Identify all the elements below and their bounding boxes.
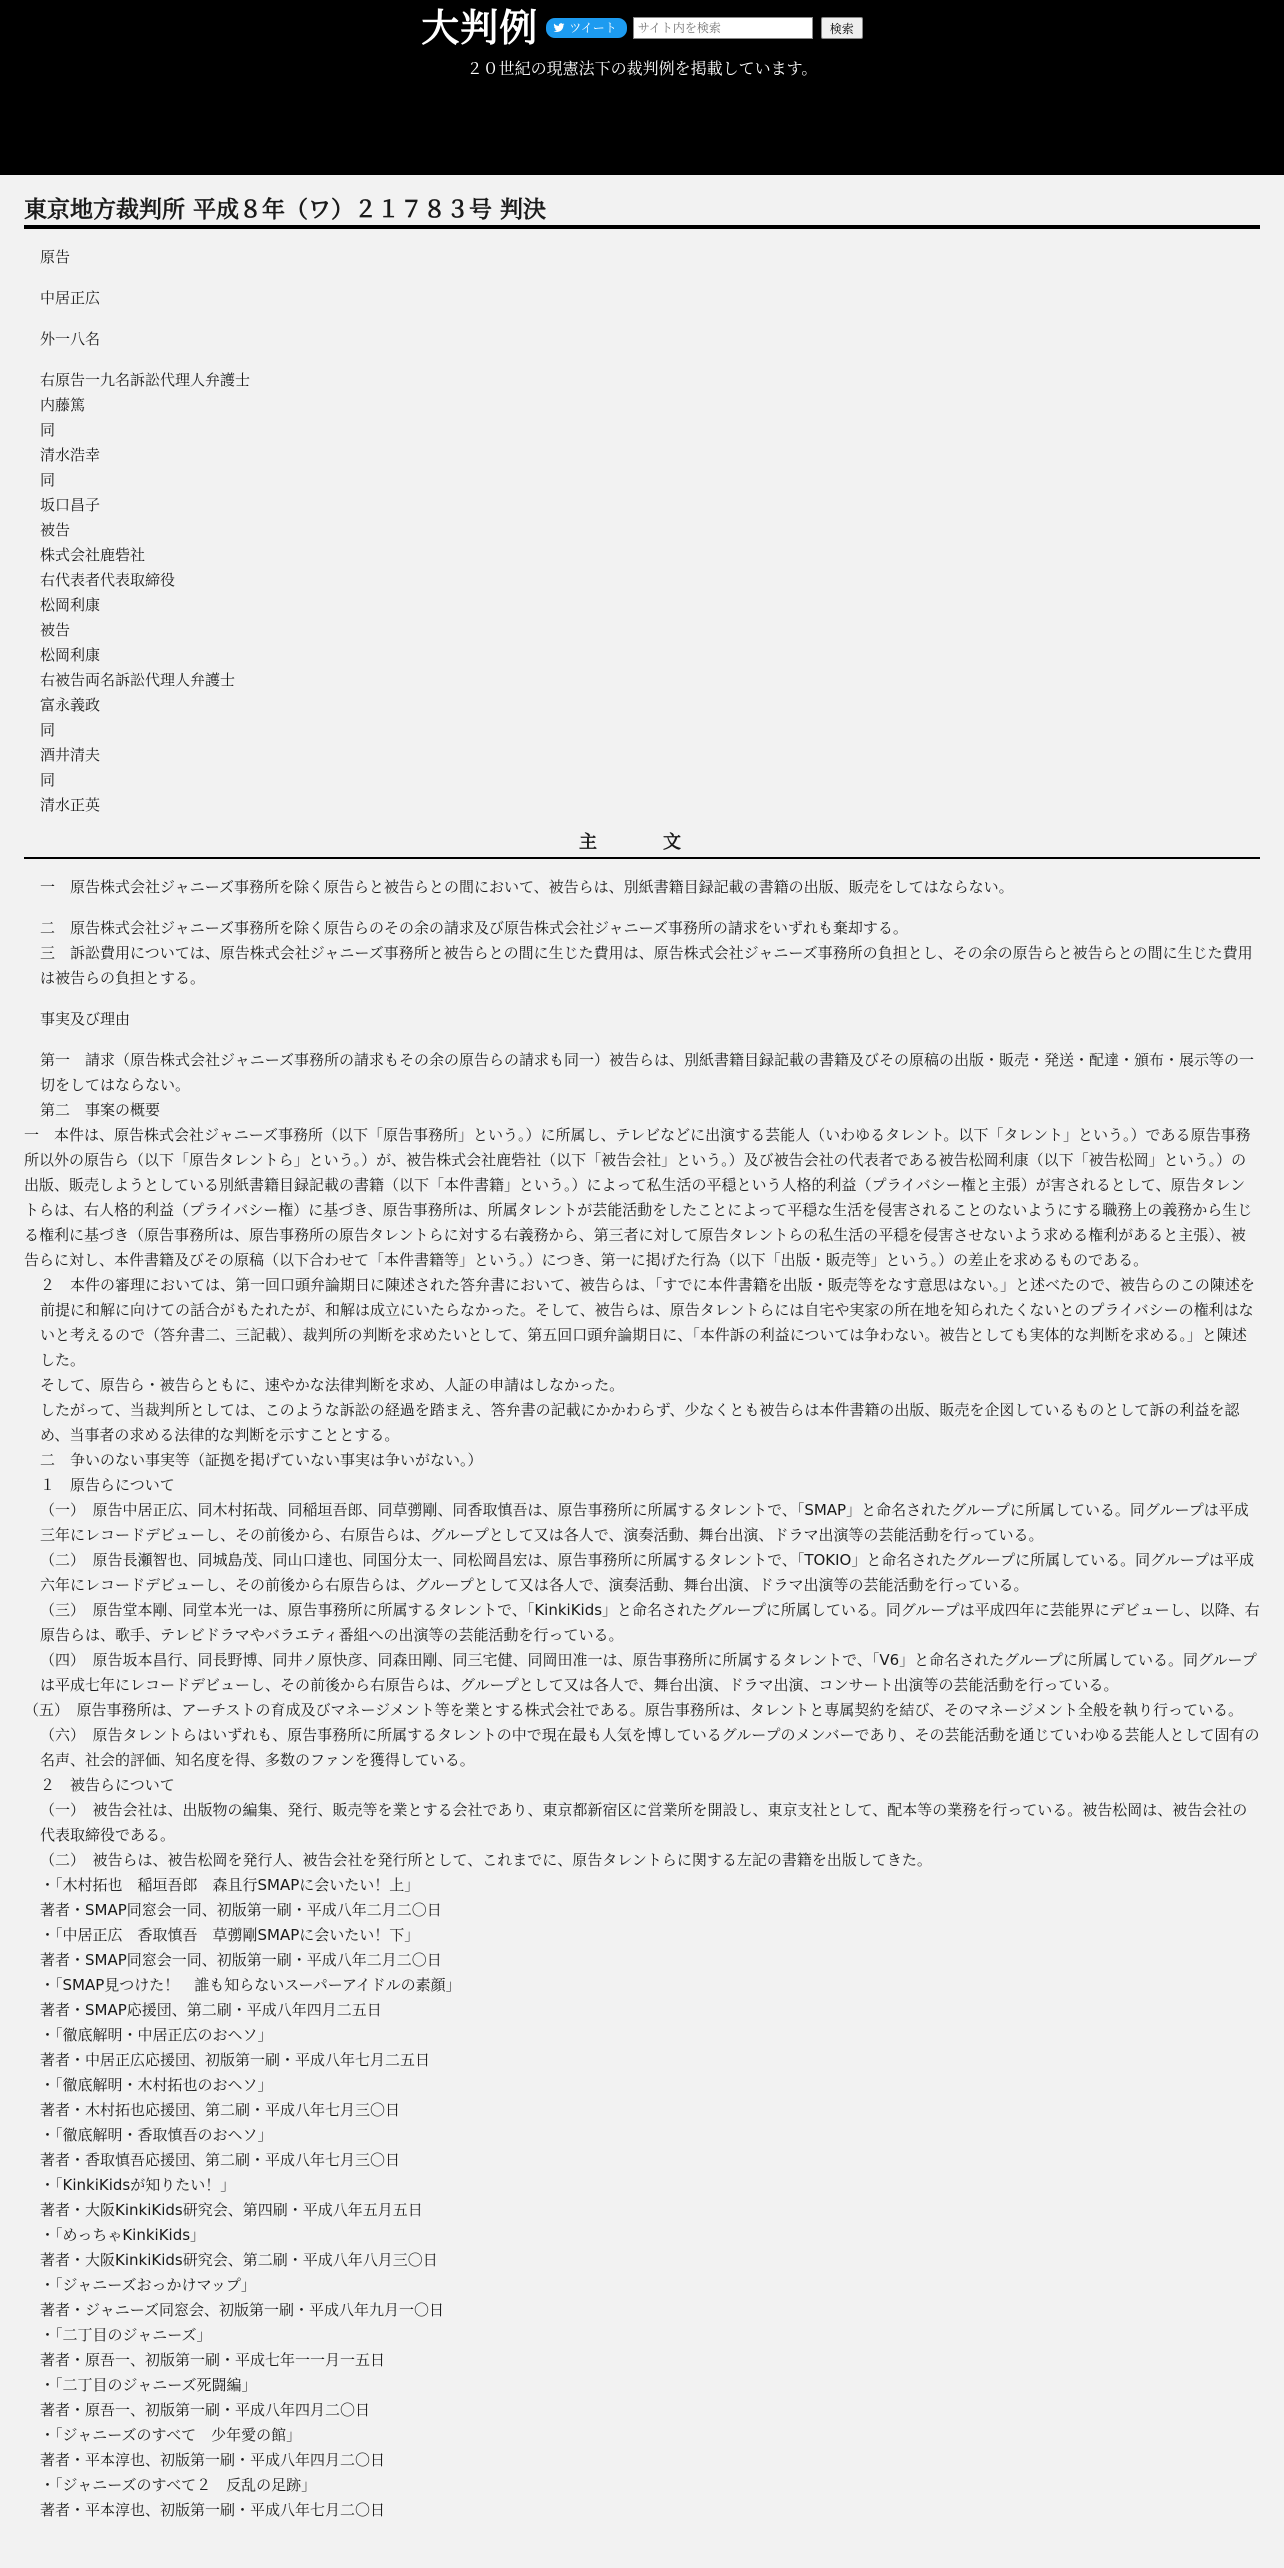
search-button[interactable]: 検索 — [821, 17, 863, 39]
book-title: 著者・平本淳也、初版第一刷・平成八年四月二〇日 — [40, 2451, 386, 2469]
site-header — [0, 0, 1284, 175]
site-tagline: ２０世紀の現憲法下の裁判例を掲載しています。 — [466, 59, 818, 78]
parties-list — [24, 229, 1260, 818]
book-title: 著者・原吾一、初版第一刷・平成八年四月二〇日 — [40, 2401, 371, 2419]
book-title: 著者・ジャニーズ同窓会、初版第一刷・平成八年九月一〇日 — [40, 2301, 444, 2319]
party-line: 被告 — [40, 521, 71, 539]
judgment-body — [24, 859, 1260, 2523]
party-line: 中居正広 — [40, 289, 101, 307]
party-line: 清水正英 — [40, 796, 101, 814]
body-paragraph: （二） 原告長瀬智也、同城島茂、同山口達也、同国分太一、同松岡昌宏は、原告事務所に所属するタレントで、「TOKIO」と命名されたグループに所属している。同グループは平成六年にレコードデビューし、その前後から右原告らは、グループとして又は各人で、演奏活動、舞台出演、ドラマ出演等の芸能活動を行っている。 — [40, 1551, 1254, 1594]
party-line: 酒井清夫 — [40, 746, 101, 764]
book-author: ・「二丁目のジャニーズ」 — [40, 2326, 212, 2344]
tweet-button[interactable] — [546, 18, 626, 38]
book-title: 著者・中居正広応援団、初版第一刷・平成八年七月二五日 — [40, 2051, 431, 2069]
header-row — [0, 4, 1284, 52]
book-title: 著者・SMAP同窓会一同、初版第一刷・平成八年二月二〇日 — [40, 1901, 442, 1919]
shubun-heading: 主 文 — [24, 830, 1260, 859]
book-title: 著者・原吾一、初版第一刷・平成七年一一月一五日 — [40, 2351, 386, 2369]
book-author: ・「二丁目のジャニーズ死闘編」 — [40, 2376, 257, 2394]
body-paragraph: （四） 原告坂本昌行、同長野博、同井ノ原快彦、同森田剛、同三宅健、同岡田准一は、原告事務所に所属するタレントで、「V6」と命名されたグループに所属している。同グループは平成七年にレコードデビューし、その前後から右原告らは、グループとして又は各人で、舞台出演、ドラマ出演、コンサート出演等の芸能活動を行っている。 — [40, 1651, 1257, 1694]
party-line: 右代表者代表取締役 — [40, 571, 176, 589]
body-paragraph: ・「木村拓也 稲垣吾郎 森且行SMAPに会いたい！上」 — [40, 1876, 420, 1894]
party-line: 右原告一九名訴訟代理人弁護士 — [40, 371, 251, 389]
party-line: 松岡利康 — [40, 596, 101, 614]
book-author: ・「ジャニーズのすべて２ 反乱の足跡」 — [40, 2476, 317, 2494]
case-title: 東京地方裁判所 平成８年（ワ）２１７８３号 判決 — [24, 195, 1260, 229]
body-paragraph: （五） 原告事務所は、アーチストの育成及びマネージメント等を業とする株式会社である。原告事務所は、タレントと専属契約を結び、そのマネージメント全般を執り行っている。 — [24, 1701, 1243, 1719]
body-paragraph: 第一 請求（原告株式会社ジャニーズ事務所の請求もその余の原告らの請求も同一）被告らは、別紙書籍目録記載の書籍及びその原稿の出版・販売・発送・配達・頒布・展示等の一切をしてはならない。 — [40, 1051, 1254, 1094]
party-line: 富永義政 — [40, 696, 101, 714]
party-line: 内藤篤 — [40, 396, 86, 414]
body-paragraph: １ 原告らについて — [40, 1476, 175, 1494]
body-paragraph: （一） 被告会社は、出版物の編集、発行、販売等を業とする会社であり、東京都新宿区に営業所を開設し、東京支社として、配本等の業務を行っている。被告松岡は、被告会社の代表取締役である。 — [40, 1801, 1248, 1844]
book-title: 著者・香取慎吾応援団、第二刷・平成八年七月三〇日 — [40, 2151, 401, 2169]
body-paragraph: （一） 原告中居正広、同木村拓哉、同稲垣吾郎、同草彅剛、同香取慎吾は、原告事務所に所属するタレントで、「SMAP」と命名されたグループに所属している。同グループは平成三年にレコードデビューし、その前後から、右原告らは、グループとして又は各人で、演奏活動、舞台出演、ドラマ出演等の芸能活動を行っている。 — [40, 1501, 1249, 1544]
book-author: ・「ジャニーズのすべて 少年愛の館」 — [40, 2426, 302, 2444]
body-paragraph: （二） 被告らは、被告松岡を発行人、被告会社を発行所として、これまでに、原告タレントらに関する左記の書籍を出版してきた。 — [40, 1851, 932, 1869]
party-line: 株式会社鹿砦社 — [40, 546, 146, 564]
party-line: 同 — [40, 471, 56, 489]
body-paragraph: 二 争いのない事実等（証拠を掲げていない事実は争いがない。） — [40, 1451, 483, 1469]
party-line: 清水浩幸 — [40, 446, 101, 464]
body-paragraph: （三） 原告堂本剛、同堂本光一は、原告事務所に所属するタレントで、「KinkiKids」と命名されたグループに所属している。同グループは平成四年に芸能界にデビューし、以降、右原告らは、歌手、テレビドラマやバラエティ番組への出演等の芸能活動を行っている。 — [40, 1601, 1260, 1644]
body-paragraph: 第二 事案の概要 — [40, 1101, 161, 1119]
shubun-paragraph: 三 訴訟費用については、原告株式会社ジャニーズ事務所と被告らとの間に生じた費用は、原告株式会社ジャニーズ事務所の負担とし、その余の原告らと被告らとの間に生じた費用は被告らの負担とする。 — [40, 944, 1253, 987]
book-author: ・「ジャニーズおっかけマップ」 — [40, 2276, 256, 2294]
body-paragraph: ２ 本件の審理においては、第一回口頭弁論期日に陳述された答弁書において、被告らは、「すでに本件書籍を出版・販売等をなす意思はない。」と述べたので、被告らのこの陳述を前提に和解に向けての話合がもたれたが、和解は成立にいたらなかった。そして、被告らは、原告タレントらには自宅や実家の所在地を知られたくないとのプライバシーの権利はないと考えるので（答弁書二、三記載）、裁判所の判断を求めたいとして、第五回口頭弁論期日に、「本件訴の利益については争わない。被告としても実体的な判断を求める。」と陳述した。 — [40, 1276, 1255, 1369]
shubun-paragraph: 二 原告株式会社ジャニーズ事務所を除く原告らのその余の請求及び原告株式会社ジャニーズ事務所の請求をいずれも棄却する。 — [40, 919, 908, 937]
book-author: ・「徹底解明・香取慎吾のおヘソ」 — [40, 2126, 273, 2144]
party-line: 松岡利康 — [40, 646, 101, 664]
book-title: 著者・大阪KinkiKids研究会、第四刷・平成八年五月五日 — [40, 2201, 423, 2219]
book-title: 著者・大阪KinkiKids研究会、第二刷・平成八年八月三〇日 — [40, 2251, 438, 2269]
party-line: 同 — [40, 721, 56, 739]
body-paragraph: ２ 被告らについて — [40, 1776, 175, 1794]
party-line: 右被告両名訴訟代理人弁護士 — [40, 671, 236, 689]
site-search-input[interactable] — [633, 17, 813, 39]
book-author: ・「中居正広 香取慎吾 草彅剛SMAPに会いたい！下」 — [40, 1926, 420, 1944]
section-heading: 事実及び理由 — [40, 1010, 131, 1028]
tweet-label: ツイート — [569, 21, 617, 35]
book-author: ・「KinkiKidsが知りたい！」 — [40, 2176, 236, 2194]
shubun-paragraph: 一 原告株式会社ジャニーズ事務所を除く原告らと被告らとの間において、被告らは、別紙書籍目録記載の書籍の出版、販売をしてはならない。 — [40, 878, 1014, 896]
party-line: 同 — [40, 421, 56, 439]
book-title: 著者・SMAP応援団、第二刷・平成八年四月二五日 — [40, 2001, 382, 2019]
body-paragraph: そして、原告ら・被告らともに、速やかな法律判断を求め、人証の申請はしなかった。 — [40, 1376, 625, 1394]
book-author: ・「SMAP見つけた！ 誰も知らないスーパーアイドルの素顔」 — [40, 1976, 461, 1994]
book-author: ・「徹底解明・木村拓也のおヘソ」 — [40, 2076, 273, 2094]
party-line: 原告 — [40, 248, 71, 266]
body-paragraph: したがって、当裁判所としては、このような訴訟の経過を踏まえ、答弁書の記載にかかわらず、少なくとも被告らは本件書籍の出版、販売を企図しているものとして訴の利益を認め、当事者の求める法律的な判断を示すこととする。 — [40, 1401, 1240, 1444]
body-paragraph: （六） 原告タレントらはいずれも、原告事務所に所属するタレントの中で現在最も人気を博しているグループのメンバーであり、その芸能活動を通じていわゆる芸能人として固有の名声、社会的評価、知名度を得、多数のファンを獲得している。 — [40, 1726, 1260, 1769]
book-title: 著者・平本淳也、初版第一刷・平成八年七月二〇日 — [40, 2501, 386, 2519]
main-content — [0, 175, 1284, 2523]
book-title: 著者・SMAP同窓会一同、初版第一刷・平成八年二月二〇日 — [40, 1951, 442, 1969]
party-line: 被告 — [40, 621, 71, 639]
body-paragraph: 一 本件は、原告株式会社ジャニーズ事務所（以下「原告事務所」という。）に所属し、テレビなどに出演する芸能人（いわゆるタレント。以下「タレント」という。）である原告事務所以外の原告ら（以下「原告タレントら」という。）が、被告株式会社鹿砦社（以下「被告会社」という。）及び被告会社の代表者である被告松岡利康（以下「被告松岡」という。）の出版、販売しようとしている別紙書籍目録記載の書籍（以下「本件書籍」という。）によって私生活の平穏という人格的利益（プライバシー権と主張）が害されるとして、原告タレントらは、右人格的利益（プライバシー権）に基づき、原告事務所は、所属タレントが芸能活動をしたことによって平穏な生活を侵害されることのないようにする職務上の義務から生じる権利に基づき（原告事務所は、原告事務所の原告タレントらに対する右義務から、第三者に対して原告タレントらの私生活の平穏を侵害させないよう求める権利があると主張）、被告らに対し、本件書籍及びその原稿（以下合わせて「本件書籍等」という。）につき、第一に掲げた行為（以下「出版・販売等」という。）の差止を求めるものである。 — [24, 1126, 1253, 1269]
party-line: 同 — [40, 771, 56, 789]
party-line: 外一八名 — [40, 330, 101, 348]
book-author: ・「めっちゃKinkiKids」 — [40, 2226, 206, 2244]
book-author: ・「徹底解明・中居正広のおヘソ」 — [40, 2026, 273, 2044]
site-title[interactable]: 大判例 — [421, 6, 539, 50]
book-title: 著者・木村拓也応援団、第二刷・平成八年七月三〇日 — [40, 2101, 401, 2119]
twitter-bird-icon — [553, 22, 565, 34]
party-line: 坂口昌子 — [40, 496, 101, 514]
